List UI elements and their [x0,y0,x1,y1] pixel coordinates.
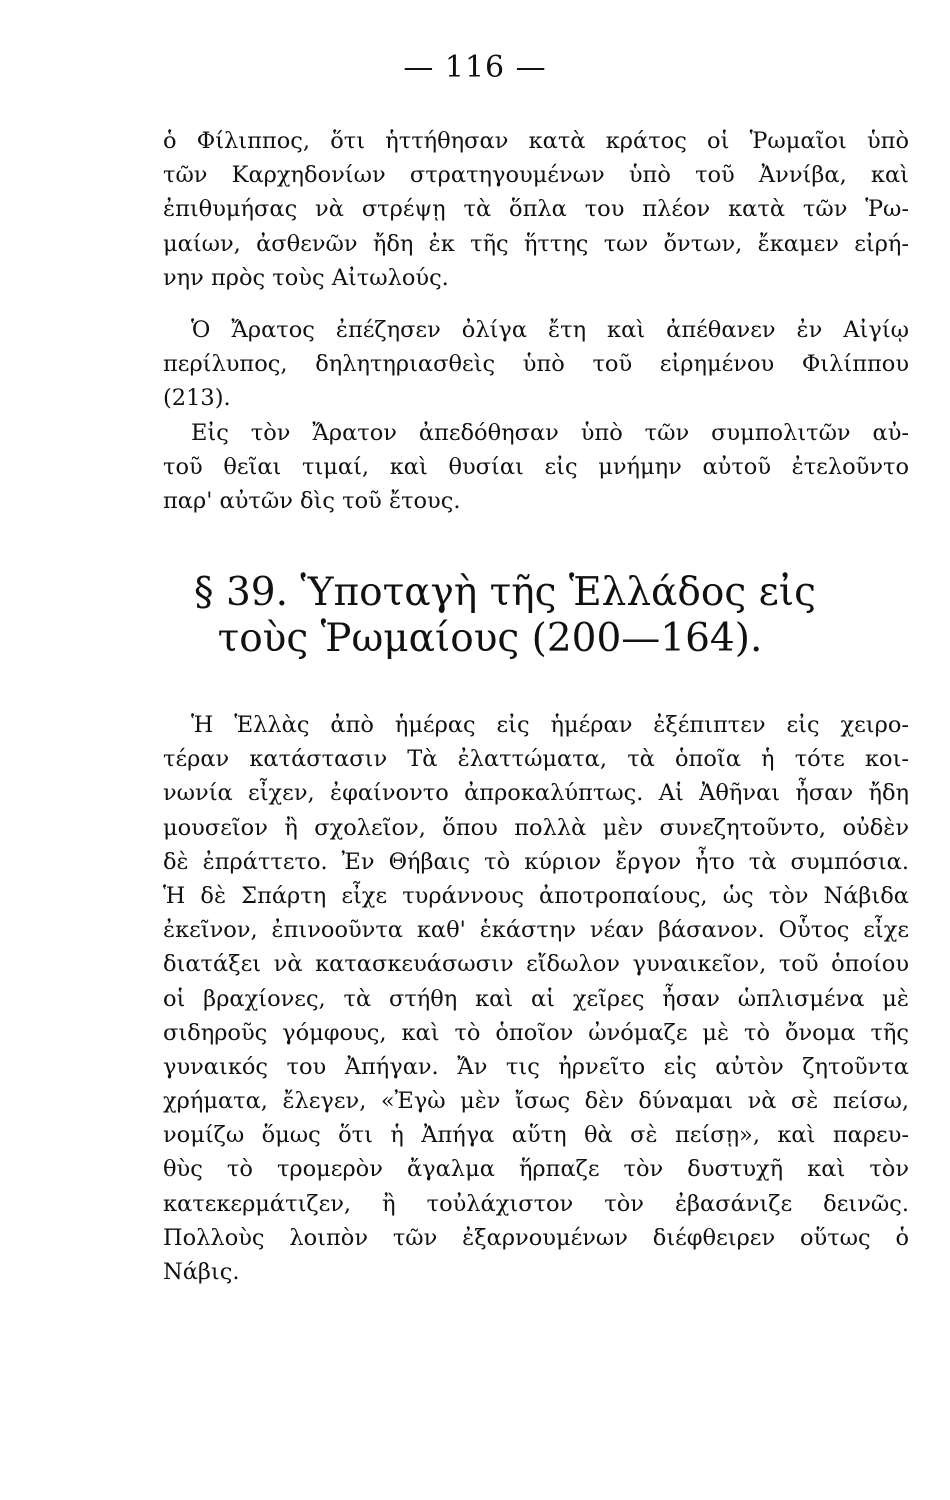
text-line: κατεκερμάτιζεν, ἢ τοὐλάχιστον τὸν ἐβασάνιζε δεινῶς. [163,1190,909,1217]
text-line: (213). [163,385,231,412]
paragraph-aratus-death [163,313,909,416]
text-line: περίλυπος, δηλητηριασθεὶς ὑπὸ τοῦ εἰρημένου Φιλίππου [163,351,909,378]
text-line: θὺς τὸ τρομερὸν ἄγαλμα ἥρπαζε τὸν δυστυχῆ καὶ τὸν [163,1156,909,1183]
section-heading [0,570,950,662]
text-line: Ἡ Ἑλλὰς ἀπὸ ἡμέρας εἰς ἡμέραν ἐξέπιπτεν εἰς χειρο- [191,712,909,738]
text-line: ἐκεῖνον, ἐπινοοῦντα καθ' ἑκάστην νέαν βάσανον. Οὗτος εἶχε [163,917,909,944]
text-line: διατάξει νὰ κατασκευάσωσιν εἴδωλον γυναικεῖον, τοῦ ὁποίου [163,951,909,978]
text-line: χρήματα, ἔλεγεν, «Ἐγὼ μὲν ἴσως δὲν δύναμαι νὰ σὲ πείσω, [163,1088,909,1115]
paragraph-greece-decline [163,708,909,1289]
paragraph-aratus-honours [163,416,909,519]
text-line: παρ' αὐτῶν δὶς τοῦ ἔτους. [163,488,461,515]
text-line: μαίων, ἀσθενῶν ἤδη ἐκ τῆς ἥττης των ὄντων, ἔκαμεν εἰρή- [163,230,909,257]
text-line: Ὁ Ἄρατος ἐπέζησεν ὀλίγα ἔτη καὶ ἀπέθανεν ἐν Αἰγίῳ [191,317,909,343]
text-line: Εἰς τὸν Ἄρατον ἀπεδόθησαν ὑπὸ τῶν συμπολιτῶν αὐ- [191,420,909,446]
text-line: Ἡ δὲ Σπάρτη εἶχε τυράννους ἀποτροπαίους, ὡς τὸν Νάβιδα [163,882,909,909]
text-line: τοῦ θεῖαι τιμαί, καὶ θυσίαι εἰς μνήμην αὐτοῦ ἐτελοῦντο [163,454,909,481]
page-number: — 116 — [403,50,547,85]
text-line: ὁ Φίλιππος, ὅτι ἡττήθησαν κατὰ κράτος οἱ Ῥωμαῖοι ὑπὸ [163,128,909,154]
text-line: μουσεῖον ἢ σχολεῖον, ὅπου πολλὰ μὲν συνεζητοῦντο, οὐδὲν [163,814,909,841]
text-line: γυναικός του Ἀπήγαν. Ἄν τις ἠρνεῖτο εἰς αὐτὸν ζητοῦντα [163,1053,909,1080]
section-heading-line: τοὺς Ῥωμαίους (200—164). [217,616,763,661]
text-line: τῶν Καρχηδονίων στρατηγουμένων ὑπὸ τοῦ Ἀννίβα, καὶ [163,162,909,189]
text-line: τέραν κατάστασιν Τὰ ἐλαττώματα, τὰ ὁποῖα ἡ τότε κοι- [163,746,909,773]
text-line: νωνία εἶχεν, ἐφαίνοντο ἀπροκαλύπτως. Αἱ Ἀθῆναι ἦσαν ἤδη [163,780,909,807]
text-line: οἱ βραχίονες, τὰ στήθη καὶ αἱ χεῖρες ἦσαν ὡπλισμένα μὲ [163,985,909,1012]
section-heading-line: § 39. Ὑποταγὴ τῆς Ἑλλάδος εἰς [194,570,816,615]
text-line: νομίζω ὅμως ὅτι ἡ Ἀπήγα αὕτη θὰ σὲ πείσῃ», καὶ παρευ- [163,1122,909,1149]
text-line: σιδηροῦς γόμφους, καὶ τὸ ὁποῖον ὠνόμαζε μὲ τὸ ὄνομα τῆς [163,1019,909,1046]
paragraph-philip-peace [163,124,909,295]
text-line: ἐπιθυμήσας νὰ στρέψῃ τὰ ὅπλα του πλέον κατὰ τῶν Ῥω- [163,196,909,223]
text-line: Νάβις. [163,1259,240,1285]
text-line: δὲ ἐπράττετο. Ἐν Θήβαις τὸ κύριον ἔργον ἦτο τὰ συμπόσια. [163,848,909,875]
text-line: νην πρὸς τοὺς Αἰτωλούς. [163,264,449,291]
text-line: Πολλοὺς λοιπὸν τῶν ἐξαρνουμένων διέφθειρεν οὕτως ὁ [163,1224,909,1251]
